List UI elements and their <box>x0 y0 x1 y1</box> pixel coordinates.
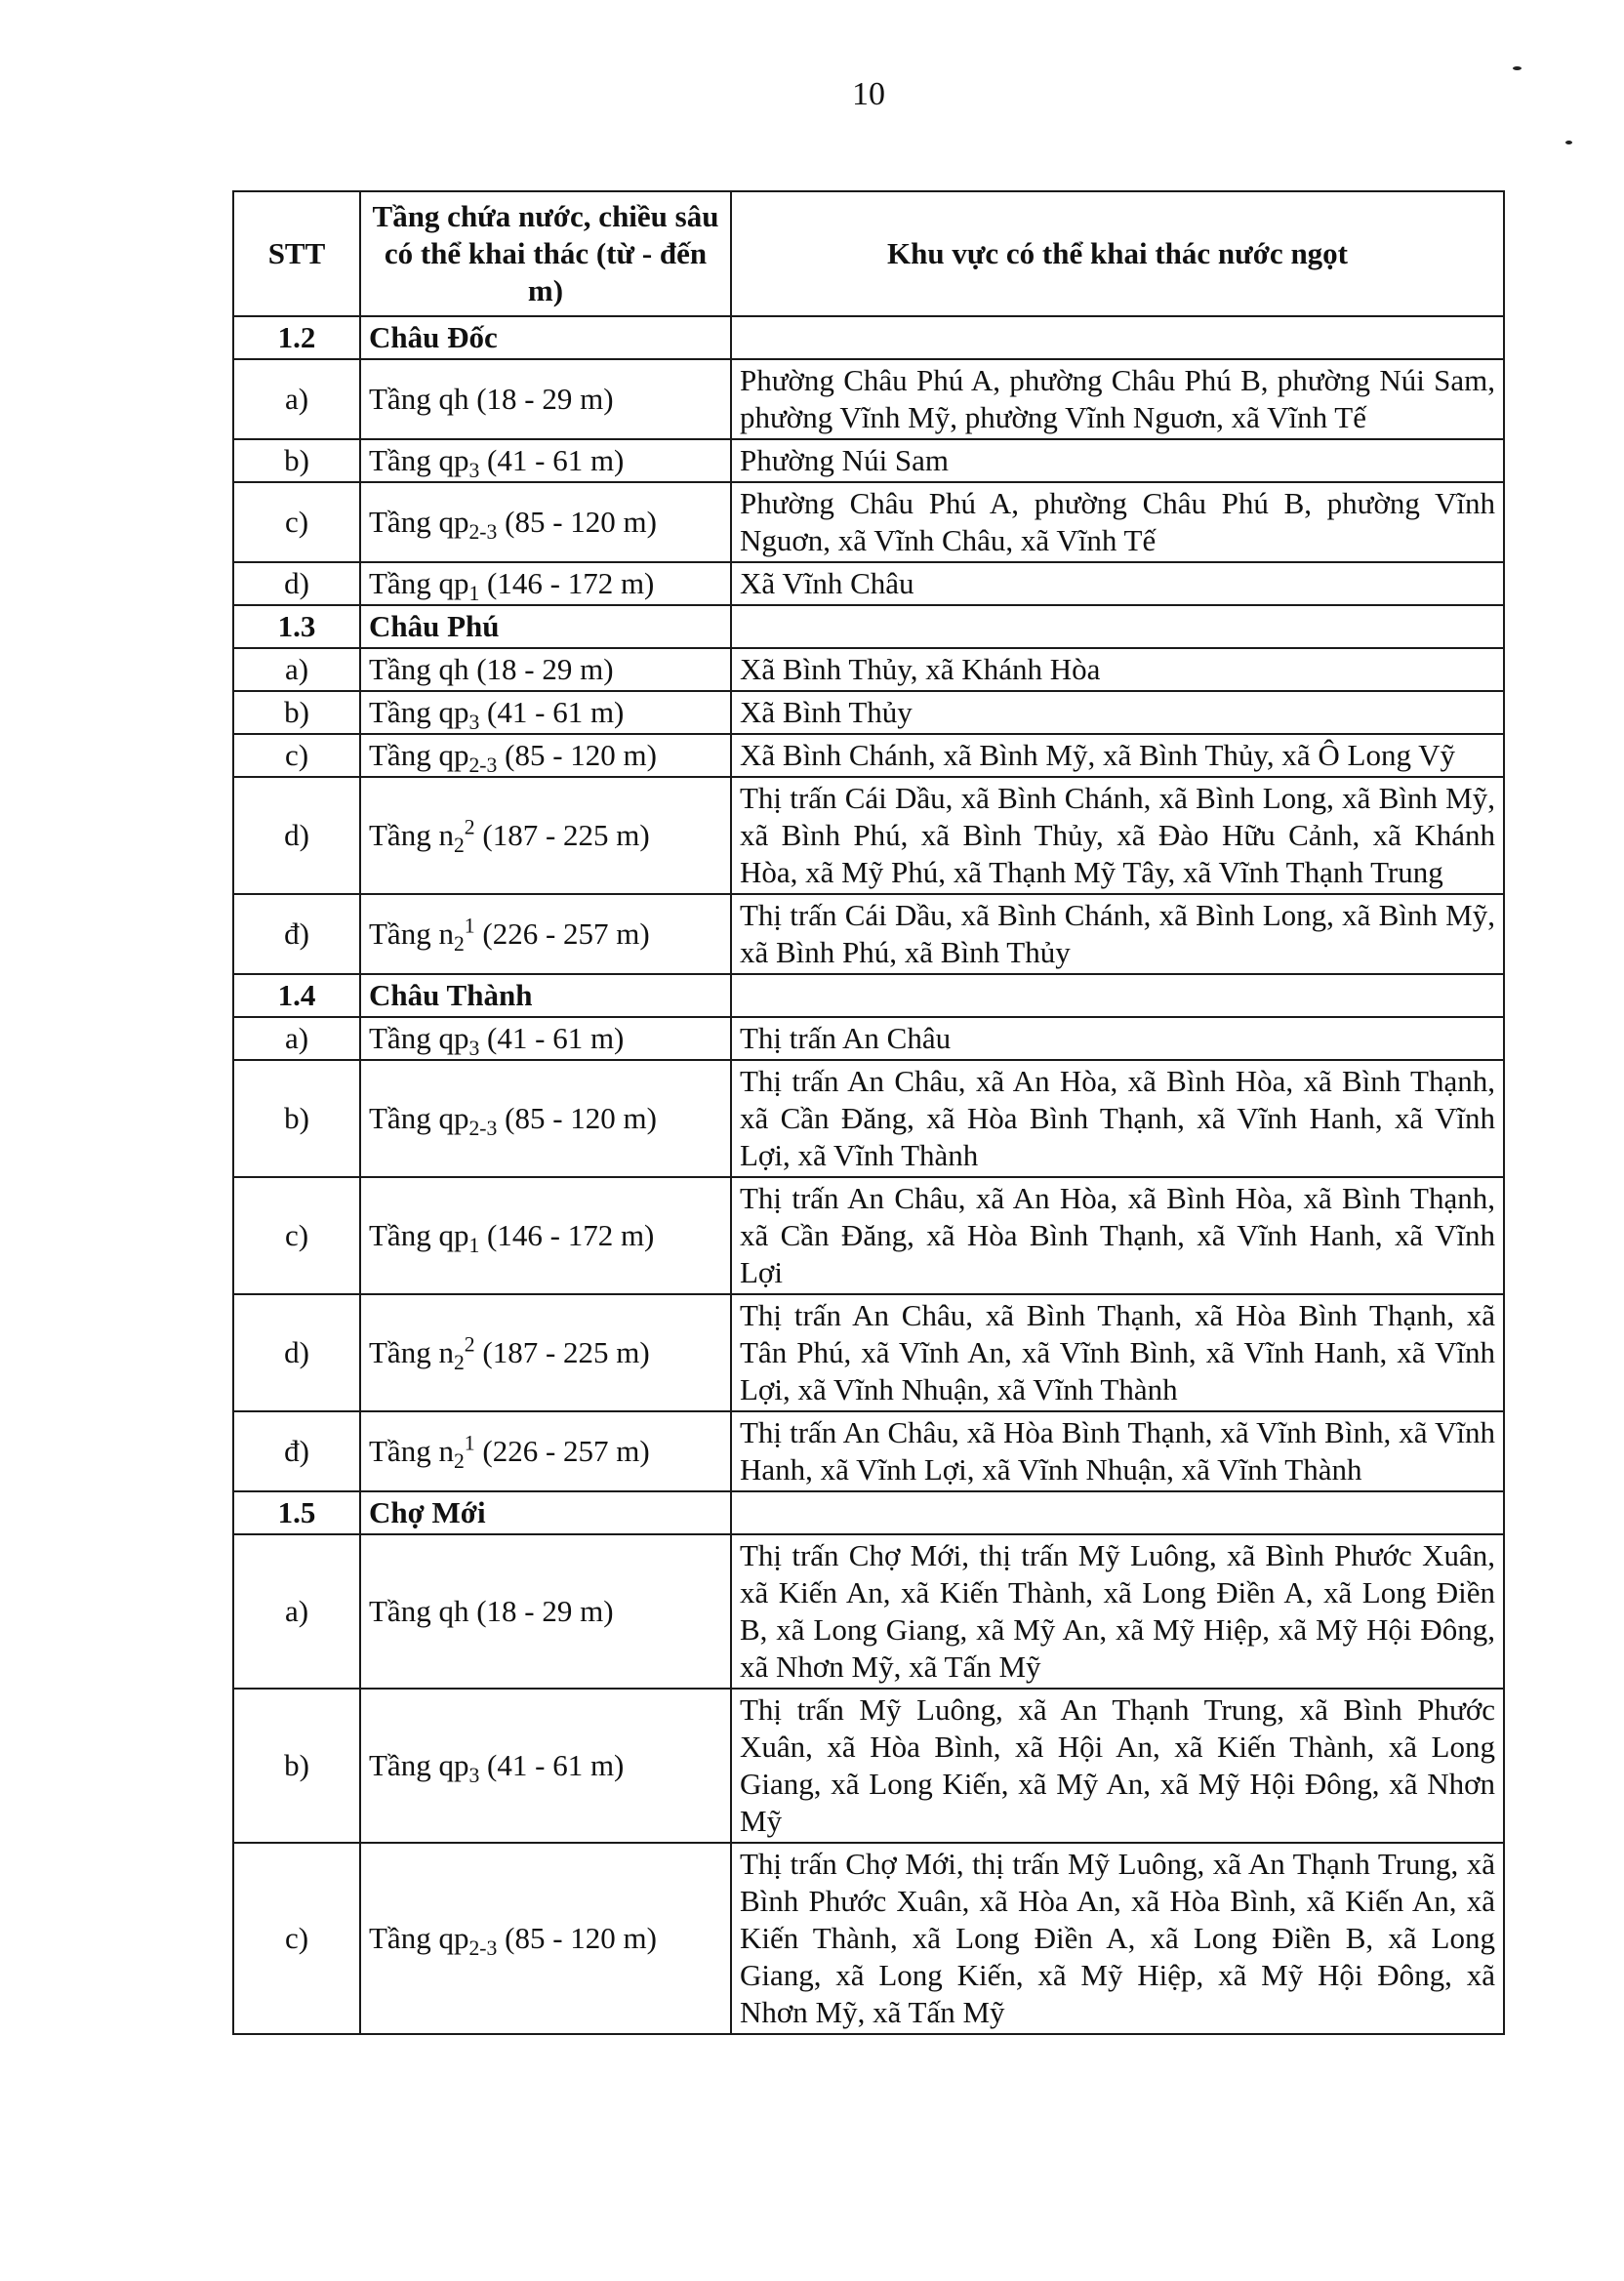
section-number: 1.3 <box>233 605 360 648</box>
section-row <box>233 974 1504 1017</box>
aquifer-layer: Tầng $qp_{2-3}$ (85 - 120 m) <box>360 734 731 777</box>
aquifer-layer: Tầng $qp_3$ (41 - 61 m) <box>360 1689 731 1843</box>
aquifer-layer: Tầng $qp_3$ (41 - 61 m) <box>360 691 731 734</box>
table-row <box>233 894 1504 974</box>
extraction-area: Thị trấn Mỹ Luông, xã An Thạnh Trung, xã Bình Phước Xuân, xã Hòa Bình, xã Hội An, xã Kiến Thành, xã Long Giang, xã Long Kiến, xã Mỹ An, xã Mỹ Hội Đông, xã Nhơn Mỹ <box>731 1689 1504 1843</box>
table-header-row <box>233 191 1504 316</box>
section-name: Châu Đốc <box>360 316 731 359</box>
aquifer-layer: Tầng $n_2^1$ (226 - 257 m) <box>360 1411 731 1491</box>
row-index: b) <box>233 691 360 734</box>
extraction-area: Thị trấn Chợ Mới, thị trấn Mỹ Luông, xã An Thạnh Trung, xã Bình Phước Xuân, xã Hòa An, xã Hòa Bình, xã Kiến An, xã Kiến Thành, xã Long Điền A, xã Long Điền B, xã Long Giang, xã Long Kiến, xã Mỹ Hiệp, xã Mỹ Hội Đông, xã Nhơn Mỹ, xã Tấn Mỹ <box>731 1843 1504 2034</box>
table-row <box>233 734 1504 777</box>
section-name: Chợ Mới <box>360 1491 731 1534</box>
table-row <box>233 648 1504 691</box>
aquifer-layer: Tầng $n_2^1$ (226 - 257 m) <box>360 894 731 974</box>
row-index: b) <box>233 1689 360 1843</box>
section-number: 1.4 <box>233 974 360 1017</box>
scan-speck <box>1565 141 1572 144</box>
table-row <box>233 562 1504 605</box>
extraction-area: Thị trấn An Châu, xã An Hòa, xã Bình Hòa, xã Bình Thạnh, xã Cần Đăng, xã Hòa Bình Thạnh, xã Vĩnh Hanh, xã Vĩnh Lợi, xã Vĩnh Thành <box>731 1060 1504 1177</box>
table-row <box>233 1177 1504 1294</box>
section-name: Châu Phú <box>360 605 731 648</box>
extraction-area: Xã Bình Thủy, xã Khánh Hòa <box>731 648 1504 691</box>
page-number: 10 <box>852 76 885 112</box>
row-index: b) <box>233 1060 360 1177</box>
row-index: d) <box>233 562 360 605</box>
aquifer-layer: Tầng $n_2^2$ (187 - 225 m) <box>360 777 731 894</box>
table-row <box>233 482 1504 562</box>
aquifer-layer: Tầng $qp_{2-3}$ (85 - 120 m) <box>360 482 731 562</box>
table-row <box>233 359 1504 439</box>
extraction-area: Thị trấn Cái Dầu, xã Bình Chánh, xã Bình Long, xã Bình Mỹ, xã Bình Phú, xã Bình Thủy, xã Đào Hữu Cảnh, xã Khánh Hòa, xã Mỹ Phú, xã Thạnh Mỹ Tây, xã Vĩnh Thạnh Trung <box>731 777 1504 894</box>
row-index: d) <box>233 777 360 894</box>
aquifer-layer: Tầng qh (18 - 29 m) <box>360 1534 731 1689</box>
extraction-area: Thị trấn An Châu, xã An Hòa, xã Bình Hòa, xã Bình Thạnh, xã Cần Đăng, xã Hòa Bình Thạnh, xã Vĩnh Hanh, xã Vĩnh Lợi <box>731 1177 1504 1294</box>
header-stt: STT <box>233 191 360 316</box>
section-row <box>233 316 1504 359</box>
table-row <box>233 1017 1504 1060</box>
section-name: Châu Thành <box>360 974 731 1017</box>
extraction-area: Thị trấn Cái Dầu, xã Bình Chánh, xã Bình Long, xã Bình Mỹ, xã Bình Phú, xã Bình Thủy <box>731 894 1504 974</box>
aquifer-layer: Tầng qh (18 - 29 m) <box>360 648 731 691</box>
row-index: c) <box>233 1843 360 2034</box>
aquifer-layer: Tầng qh (18 - 29 m) <box>360 359 731 439</box>
aquifer-layer: Tầng $qp_3$ (41 - 61 m) <box>360 1017 731 1060</box>
extraction-area: Phường Núi Sam <box>731 439 1504 482</box>
row-index: a) <box>233 1017 360 1060</box>
section-empty-cell <box>731 974 1504 1017</box>
extraction-area: Phường Châu Phú A, phường Châu Phú B, phường Vĩnh Nguơn, xã Vĩnh Châu, xã Vĩnh Tế <box>731 482 1504 562</box>
row-index: d) <box>233 1294 360 1411</box>
aquifer-layer: Tầng $qp_1$ (146 - 172 m) <box>360 562 731 605</box>
section-empty-cell <box>731 605 1504 648</box>
row-index: a) <box>233 648 360 691</box>
aquifer-layer: Tầng $n_2^2$ (187 - 225 m) <box>360 1294 731 1411</box>
table-row <box>233 777 1504 894</box>
row-index: c) <box>233 482 360 562</box>
row-index: đ) <box>233 894 360 974</box>
extraction-area: Thị trấn An Châu <box>731 1017 1504 1060</box>
aquifer-layer: Tầng $qp_1$ (146 - 172 m) <box>360 1177 731 1294</box>
aquifer-layer: Tầng $qp_3$ (41 - 61 m) <box>360 439 731 482</box>
table-row <box>233 1843 1504 2034</box>
scan-speck <box>1513 66 1522 70</box>
aquifer-table <box>232 190 1505 2035</box>
aquifer-layer: Tầng $qp_{2-3}$ (85 - 120 m) <box>360 1060 731 1177</box>
row-index: c) <box>233 734 360 777</box>
table-row <box>233 439 1504 482</box>
section-row <box>233 605 1504 648</box>
row-index: a) <box>233 359 360 439</box>
extraction-area: Thị trấn Chợ Mới, thị trấn Mỹ Luông, xã Bình Phước Xuân, xã Kiến An, xã Kiến Thành, xã Long Điền A, xã Long Điền B, xã Long Giang, xã Mỹ An, xã Mỹ Hiệp, xã Mỹ Hội Đông, xã Nhơn Mỹ, xã Tấn Mỹ <box>731 1534 1504 1689</box>
row-index: a) <box>233 1534 360 1689</box>
extraction-area: Thị trấn An Châu, xã Bình Thạnh, xã Hòa Bình Thạnh, xã Tân Phú, xã Vĩnh An, xã Vĩnh Bình, xã Vĩnh Hanh, xã Vĩnh Lợi, xã Vĩnh Nhuận, xã Vĩnh Thành <box>731 1294 1504 1411</box>
section-empty-cell <box>731 1491 1504 1534</box>
table-row <box>233 1294 1504 1411</box>
row-index: b) <box>233 439 360 482</box>
header-area: Khu vực có thể khai thác nước ngọt <box>731 191 1504 316</box>
table-row <box>233 1534 1504 1689</box>
header-layer: Tầng chứa nước, chiều sâu có thể khai thác (từ - đến m) <box>360 191 731 316</box>
table-row <box>233 691 1504 734</box>
table-row <box>233 1689 1504 1843</box>
extraction-area: Xã Vĩnh Châu <box>731 562 1504 605</box>
extraction-area: Xã Bình Chánh, xã Bình Mỹ, xã Bình Thủy, xã Ô Long Vỹ <box>731 734 1504 777</box>
row-index: c) <box>233 1177 360 1294</box>
row-index: đ) <box>233 1411 360 1491</box>
section-empty-cell <box>731 316 1504 359</box>
extraction-area: Phường Châu Phú A, phường Châu Phú B, phường Núi Sam, phường Vĩnh Mỹ, phường Vĩnh Nguơn, xã Vĩnh Tế <box>731 359 1504 439</box>
table-body <box>233 316 1504 2034</box>
section-row <box>233 1491 1504 1534</box>
extraction-area: Thị trấn An Châu, xã Hòa Bình Thạnh, xã Vĩnh Bình, xã Vĩnh Hanh, xã Vĩnh Lợi, xã Vĩnh Nhuận, xã Vĩnh Thành <box>731 1411 1504 1491</box>
table-row <box>233 1411 1504 1491</box>
section-number: 1.5 <box>233 1491 360 1534</box>
section-number: 1.2 <box>233 316 360 359</box>
table-row <box>233 1060 1504 1177</box>
extraction-area: Xã Bình Thủy <box>731 691 1504 734</box>
aquifer-layer: Tầng $qp_{2-3}$ (85 - 120 m) <box>360 1843 731 2034</box>
